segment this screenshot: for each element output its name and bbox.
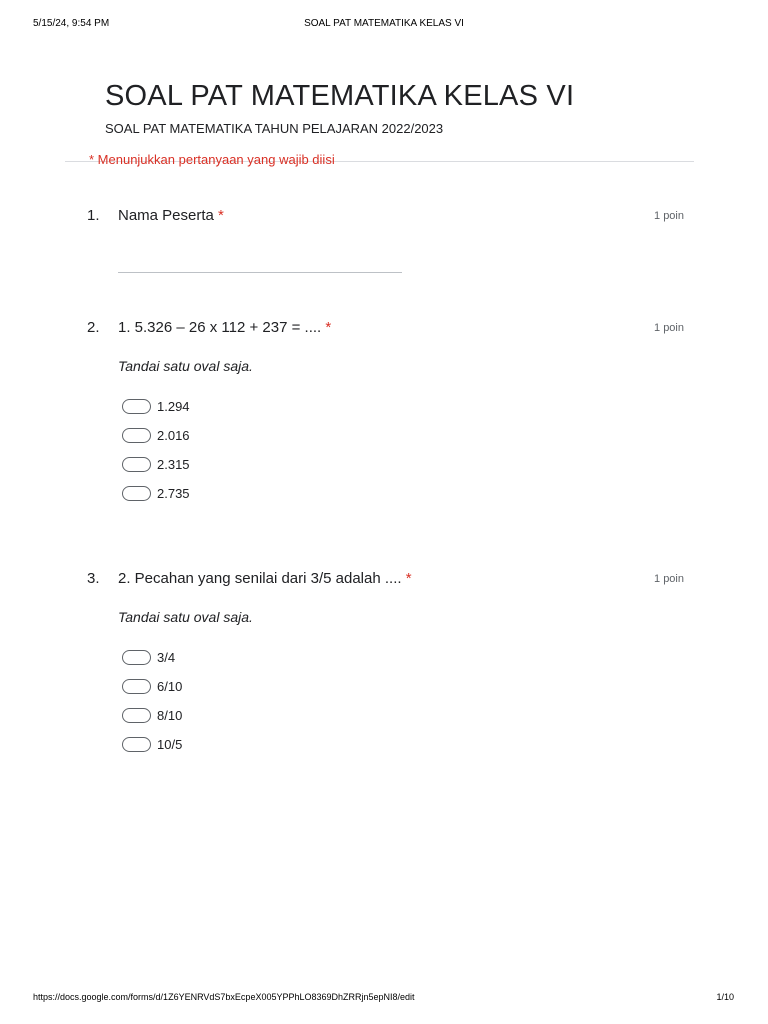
option-label: 2.735 <box>157 485 190 501</box>
radio-oval[interactable] <box>122 486 151 501</box>
question-1-required-mark: * <box>218 207 224 224</box>
question-2-option[interactable] <box>122 484 190 502</box>
radio-oval[interactable] <box>122 428 151 443</box>
question-2-text <box>118 319 331 336</box>
question-3-number: 3. <box>87 570 100 587</box>
option-label: 8/10 <box>157 707 183 723</box>
radio-oval[interactable] <box>122 737 151 752</box>
print-page-number: 1/10 <box>716 992 734 1002</box>
question-3-text <box>118 570 412 587</box>
question-1-label: Nama Peserta <box>118 207 214 224</box>
radio-oval[interactable] <box>122 399 151 414</box>
question-3-required-mark: * <box>405 570 412 587</box>
question-1-number: 1. <box>87 207 100 224</box>
print-url: https://docs.google.com/forms/d/1Z6YENRVdS7bxEcpeX005YPPhLO8369DhZRRjn5epNI8/edit <box>33 992 415 1002</box>
print-doc-title: SOAL PAT MATEMATIKA KELAS VI <box>304 18 464 29</box>
question-2-option[interactable] <box>122 455 190 473</box>
question-3-instruction: Tandai satu oval saja. <box>118 609 253 625</box>
option-label: 2.016 <box>157 427 190 443</box>
question-3-option[interactable] <box>122 648 175 666</box>
form-subtitle: SOAL PAT MATEMATIKA TAHUN PELAJARAN 2022/2023 <box>105 121 444 136</box>
question-1-answer-field[interactable] <box>118 272 402 273</box>
question-2-required-mark: * <box>325 319 332 336</box>
question-2-option[interactable] <box>122 426 190 444</box>
question-3-option[interactable] <box>122 735 182 753</box>
radio-oval[interactable] <box>122 679 151 694</box>
question-3-option[interactable] <box>122 706 182 724</box>
option-label: 10/5 <box>157 736 183 752</box>
question-2-option[interactable] <box>122 397 190 415</box>
required-note: * Menunjukkan pertanyaan yang wajib diisi <box>89 152 335 167</box>
question-1-points: 1 poin <box>654 210 684 222</box>
question-2-number: 2. <box>87 319 100 336</box>
print-datetime: 5/15/24, 9:54 PM <box>33 18 110 29</box>
question-2-instruction: Tandai satu oval saja. <box>118 358 253 374</box>
radio-oval[interactable] <box>122 708 151 723</box>
question-2-points: 1 poin <box>654 322 684 334</box>
form-title: SOAL PAT MATEMATIKA KELAS VI <box>105 80 575 112</box>
question-1-text <box>118 207 224 224</box>
question-3-points: 1 poin <box>654 573 684 585</box>
option-label: 3/4 <box>157 649 176 665</box>
radio-oval[interactable] <box>122 650 151 665</box>
radio-oval[interactable] <box>122 457 151 472</box>
option-label: 6/10 <box>157 678 183 694</box>
option-label: 2.315 <box>157 456 190 472</box>
question-3-label: 2. Pecahan yang senilai dari 3/5 adalah .... <box>118 570 402 587</box>
question-3-option[interactable] <box>122 677 182 695</box>
option-label: 1.294 <box>157 398 190 414</box>
question-2-label: 1. 5.326 – 26 x 112 + 237 = .... <box>118 319 322 336</box>
